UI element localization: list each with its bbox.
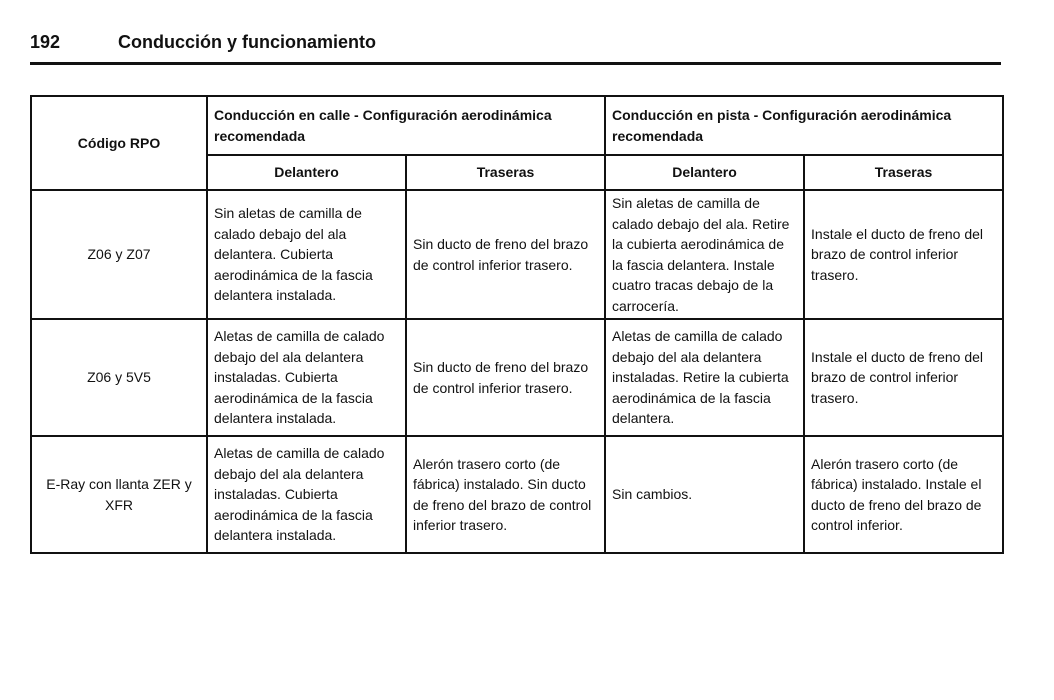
street-rear-cell: Sin ducto de freno del brazo de control inferior trasero.: [406, 319, 605, 436]
track-front-cell: Aletas de camilla de calado debajo del ala delantera instaladas. Retire la cubierta aerodinámica de la fascia delantera.: [605, 319, 804, 436]
rpo-code-cell: Z06 y 5V5: [31, 319, 207, 436]
street-rear-header: Traseras: [406, 155, 605, 190]
street-front-cell: Aletas de camilla de calado debajo del ala delantera instaladas. Cubierta aerodinámica de la fascia delantera instalada.: [207, 319, 406, 436]
table-row: [31, 436, 1003, 553]
section-title: Conducción y funcionamiento: [118, 32, 377, 52]
street-rear-cell: Alerón trasero corto (de fábrica) instalado. Sin ducto de freno del brazo de control inferior trasero.: [406, 436, 605, 553]
table-row: [31, 190, 1003, 319]
track-front-header: Delantero: [605, 155, 804, 190]
street-rear-cell: Sin ducto de freno del brazo de control inferior trasero.: [406, 190, 605, 319]
table-row: [31, 319, 1003, 436]
track-rear-cell: Alerón trasero corto (de fábrica) instalado. Instale el ducto de freno del brazo de control inferior.: [804, 436, 1003, 553]
track-rear-cell: Instale el ducto de freno del brazo de control inferior trasero.: [804, 319, 1003, 436]
page-number: 192: [30, 32, 61, 52]
rpo-code-header: Código RPO: [31, 96, 207, 190]
street-driving-header: Conducción en calle - Configuración aerodinámica recomendada: [207, 96, 605, 155]
track-driving-header: Conducción en pista - Configuración aerodinámica recomendada: [605, 96, 1003, 155]
aero-config-table: [30, 95, 1004, 554]
track-front-cell: Sin cambios.: [605, 436, 804, 553]
track-front-cell: Sin aletas de camilla de calado debajo del ala. Retire la cubierta aerodinámica de la fascia delantera. Instale cuatro tracas debajo de la carrocería.: [605, 190, 804, 319]
rpo-code-cell: E-Ray con llanta ZER y XFR: [31, 436, 207, 553]
track-rear-cell: Instale el ducto de freno del brazo de control inferior trasero.: [804, 190, 1003, 319]
track-rear-header: Traseras: [804, 155, 1003, 190]
page-header: [30, 30, 1001, 65]
street-front-header: Delantero: [207, 155, 406, 190]
street-front-cell: Aletas de camilla de calado debajo del ala delantera instaladas. Cubierta aerodinámica de la fascia delantera instalada.: [207, 436, 406, 553]
rpo-code-cell: Z06 y Z07: [31, 190, 207, 319]
street-front-cell: Sin aletas de camilla de calado debajo del ala delantera. Cubierta aerodinámica de la fascia delantera instalada.: [207, 190, 406, 319]
table-header-row: [31, 96, 1003, 155]
